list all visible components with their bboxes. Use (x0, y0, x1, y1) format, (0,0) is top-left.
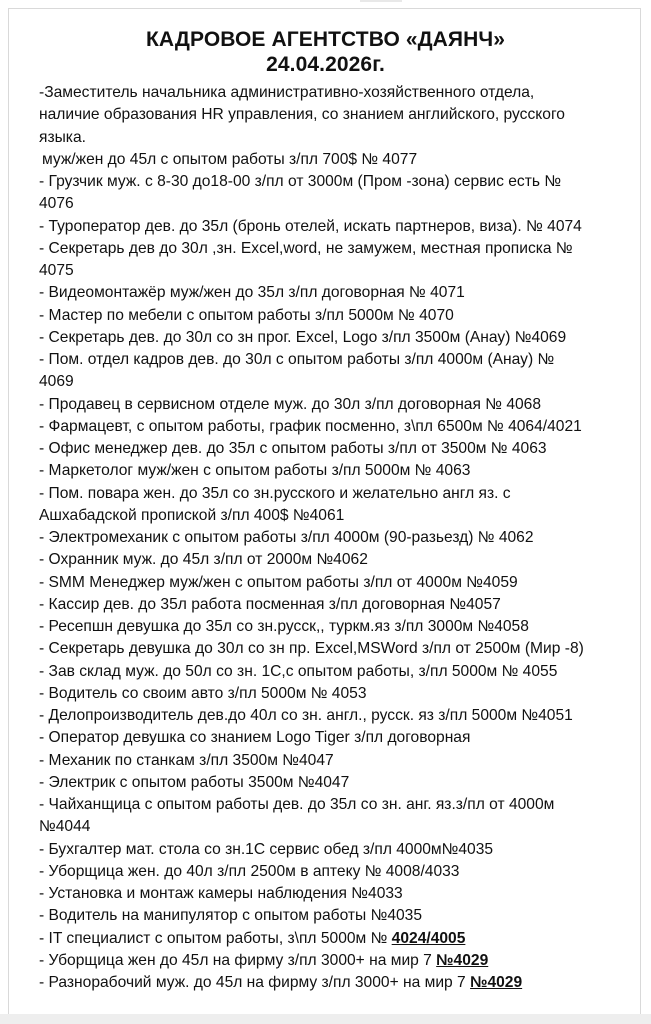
vacancy-line: Ашхабадской пропиской з/пл 400$ №4061 (39, 506, 345, 524)
vacancy-text: - Уборщица жен до 45л на фирму з/пл 3000+ на мир 7 (39, 951, 437, 969)
vacancy-line: - Установка и монтаж камеры наблюдения №4033 (39, 885, 403, 902)
vacancy-line: - Зав склад муж. до 50л со зн. 1С,с опытом работы, з/пл 5000м № 4055 (39, 662, 558, 680)
vacancy-line: - Оператор девушка со знанием Logo Tiger з/пл договорная (39, 729, 471, 747)
vacancy-number: №4029 (470, 974, 523, 991)
vacancy-line-it (39, 928, 639, 950)
vacancy-line: - Кассир дев. до 35л работа посменная з/пл договорная №4057 (39, 595, 501, 613)
vacancy-line: - Мастер по мебели с опытом работы з/пл 5000м № 4070 (39, 306, 454, 324)
bottom-edge-strip (0, 1014, 651, 1024)
vacancy-line: - Водитель на манипулятор с опытом работы №4035 (39, 907, 423, 925)
vacancy-line: - Электромеханик с опытом работы з/пл 4000м (90-разьезд) № 4062 (39, 529, 534, 546)
vacancy-line: - Делопроизводитель дев.до 40л со зн. англ., русск. яз з/пл 5000м №4051 (39, 707, 573, 724)
vacancy-line: - Секретарь дев до 30л ,зн. Excel,word, не замужем, местная прописка № (39, 239, 573, 257)
vacancy-line-cleaner (39, 950, 639, 972)
vacancy-line: - Водитель со своим авто з/пл 5000м № 4053 (39, 684, 367, 702)
vacancy-line: - Ресепшн девушка до 35л со зн.русск,, туркм.яз з/пл 3000м №4058 (39, 618, 529, 635)
vacancy-line: - Чайханщица с опытом работы дев. до 35л со зн. анг. яз.з/пл от 4000м (39, 796, 555, 813)
vacancy-line: 4076 (39, 195, 74, 213)
vacancy-line: языка. (39, 128, 86, 146)
date-line: 24.04.2026г. (266, 53, 385, 76)
vacancy-line: - Секретарь дев. до 30л со зн прог. Excel, Logo з/пл 3500м (Анау) №4069 (39, 328, 567, 346)
vacancy-list (39, 82, 639, 994)
vacancy-line: муж/жен до 45л с опытом работы з/пл 700$ № 4077 (42, 150, 418, 168)
vacancy-line: №4044 (39, 818, 91, 836)
vacancy-line: - Маркетолог муж/жен с опытом работы з/пл 5000м № 4063 (39, 462, 471, 480)
vacancy-line: - Секретарь девушка до 30л со зн пр. Excel,MSWord з/пл от 2500м (Мир -8) (39, 640, 584, 658)
vacancy-line: - Уборщица жен. до 40л з/пл 2500м в аптеку № 4008/4033 (39, 862, 460, 880)
vacancy-line: - Электрик с опытом работы 3500м №4047 (39, 773, 350, 791)
vacancy-number: 4024/4005 (391, 929, 466, 947)
vacancy-line: - SMM Менеджер муж/жен с опытом работы з/пл от 4000м №4059 (39, 573, 518, 591)
vacancy-line: - Туроператор дев. до 35л (бронь отелей, искать партнеров, виза). № 4074 (39, 217, 582, 235)
vacancy-line: - Механик по станкам з/пл 3500м №4047 (39, 751, 334, 769)
vacancy-line: наличие образования HR управления, со знанием английского, русского (39, 106, 565, 124)
vacancy-line: - Охранник муж. до 45л з/пл от 2000м №4062 (39, 551, 368, 569)
vacancy-line: - Грузчик муж. с 8-30 до18-00 з/пл от 3000м (Пром -зона) сервис есть № (39, 173, 562, 190)
agency-title: КАДРОВОЕ АГЕНТСТВО «ДАЯНЧ» (145, 28, 506, 51)
vacancy-line: - Видеомонтажёр муж/жен до 35л з/пл договорная № 4071 (39, 284, 465, 302)
vacancy-line: - Продавец в сервисном отделе муж. до 30л з/пл договорная № 4068 (39, 395, 542, 413)
top-edge-mark (360, 0, 402, 2)
vacancy-line: - Бухгалтер мат. стола со зн.1С сервис обед з/пл 4000м№4035 (39, 840, 494, 858)
vacancy-text: - Разнорабочий муж. до 45л на фирму з/пл 3000+ на мир 7 (39, 974, 471, 991)
vacancy-text: - IT специалист с опытом работы, з\пл 5000м № (39, 929, 392, 947)
vacancy-line: - Фармацевт, с опытом работы, график посменно, з\пл 6500м № 4064/4021 (39, 417, 582, 435)
vacancy-line-worker (39, 972, 639, 994)
vacancy-number: №4029 (436, 951, 489, 969)
vacancy-line: - Пом. отдел кадров дев. до 30л с опытом работы з/пл 4000м (Анау) № (39, 351, 555, 368)
vacancy-line: - Пом. повара жен. до 35л со зн.русского и желательно англ яз. с (39, 484, 511, 502)
vacancy-line: -Заместитель начальника административно-хозяйственного отдела, (39, 84, 535, 101)
vacancy-line: 4069 (39, 373, 74, 391)
vacancy-line: - Офис менеджер дев. до 35л с опытом работы з/пл от 3500м № 4063 (39, 440, 547, 457)
vacancy-line: 4075 (39, 262, 74, 279)
